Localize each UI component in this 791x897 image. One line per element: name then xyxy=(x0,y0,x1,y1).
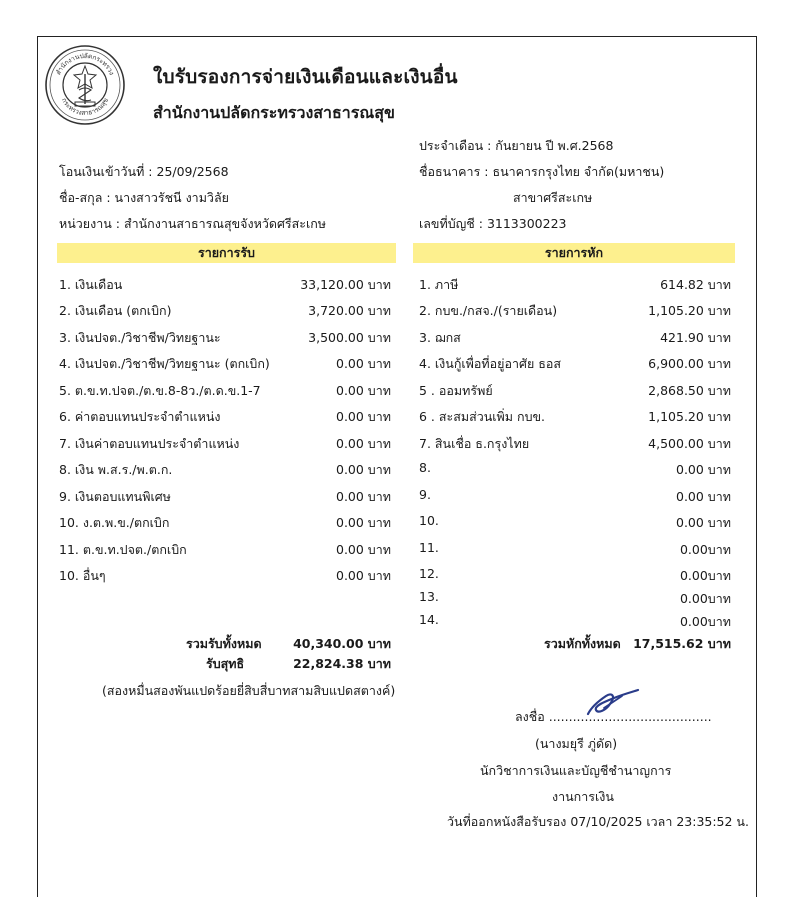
income-row xyxy=(59,301,391,323)
deduction-label: 6 . สะสมส่วนเพิ่ม กบข. xyxy=(419,409,546,424)
income-row xyxy=(59,354,391,376)
income-label: 1. เงินเดือน xyxy=(59,277,123,292)
bank-name: ชื่อธนาคาร : ธนาคารกรุงไทย จำกัด(มหาชน) xyxy=(419,164,665,179)
deduction-row xyxy=(419,381,731,403)
pay-month: ประจำเดือน : กันยายน ปี พ.ศ.2568 xyxy=(419,138,614,153)
signer-position: นักวิชาการเงินและบัญชีชำนาญการ xyxy=(480,763,672,778)
deduction-row xyxy=(419,513,731,535)
deduction-amount: 614.82 บาท xyxy=(660,277,731,292)
income-amount: 0.00 บาท xyxy=(336,489,391,504)
deduction-row xyxy=(419,540,731,562)
income-header: รายการรับ xyxy=(57,243,396,263)
income-row xyxy=(59,434,391,456)
deduction-header: รายการหัก xyxy=(413,243,735,263)
deduction-row xyxy=(419,487,731,509)
income-label: 7. เงินค่าตอบแทนประจำตำแหน่ง xyxy=(59,436,240,451)
seal-text-bottom: กระทรวงสาธารณสุข xyxy=(59,96,111,118)
deduction-label: 2. กบข./กสจ./(รายเดือน) xyxy=(419,303,558,318)
deduction-amount: 2,868.50 บาท xyxy=(648,383,731,398)
income-row xyxy=(59,487,391,509)
income-amount: 0.00 บาท xyxy=(336,515,391,530)
deduction-amount: 421.90 บาท xyxy=(660,330,731,345)
deduction-label: 9. xyxy=(419,487,431,502)
deduction-label: 10. xyxy=(419,513,439,528)
work-unit: หน่วยงาน : สำนักงานสาธารณสุขจังหวัดศรีสะเกษ xyxy=(59,216,327,231)
income-total-label: รวมรับทั้งหมด xyxy=(186,636,262,651)
deduction-label: 12. xyxy=(419,566,439,581)
net-pay-in-words: (สองหมื่นสองพันแปดร้อยยี่สิบสี่บาทสามสิบแปดสตางค์) xyxy=(102,683,396,698)
income-amount: 3,720.00 บาท xyxy=(308,303,391,318)
deduction-label: 4. เงินกู้เพื่อที่อยู่อาศัย ธอส xyxy=(419,356,562,371)
deduction-total-amount: 17,515.62 บาท xyxy=(633,636,731,651)
signature-line: ลงชื่อ ......................................... xyxy=(515,709,712,724)
net-pay-label: รับสุทธิ xyxy=(206,656,245,671)
deduction-label: 13. xyxy=(419,589,439,604)
deduction-amount: 6,900.00 บาท xyxy=(648,356,731,371)
document-title: ใบรับรองการจ่ายเงินเดือนและเงินอื่น xyxy=(153,66,458,88)
deduction-total-label: รวมหักทั้งหมด xyxy=(544,636,621,651)
income-amount: 3,500.00 บาท xyxy=(308,330,391,345)
deduction-row xyxy=(419,275,731,297)
deduction-label: 8. xyxy=(419,460,431,475)
account-number: เลขที่บัญชี : 3113300223 xyxy=(419,216,567,231)
deduction-label: 14. xyxy=(419,612,439,627)
income-label: 9. เงินตอบแทนพิเศษ xyxy=(59,489,171,504)
deduction-label: 5 . ออมทรัพย์ xyxy=(419,383,493,398)
deduction-amount: 1,105.20 บาท xyxy=(648,409,731,424)
income-amount: 33,120.00 บาท xyxy=(300,277,391,292)
income-row xyxy=(59,407,391,429)
net-pay-amount: 22,824.38 บาท xyxy=(293,656,391,671)
deduction-amount: 0.00บาท xyxy=(679,591,731,606)
deduction-amount: 0.00บาท xyxy=(679,542,731,557)
income-row xyxy=(59,460,391,482)
income-row xyxy=(59,328,391,350)
deduction-amount: 4,500.00 บาท xyxy=(648,436,731,451)
income-total-amount: 40,340.00 บาท xyxy=(293,636,391,651)
deduction-label: 1. ภาษี xyxy=(419,277,459,292)
income-amount: 0.00 บาท xyxy=(336,356,391,371)
bank-branch: สาขาศรีสะเกษ xyxy=(513,190,593,205)
income-label: 2. เงินเดือน (ตกเบิก) xyxy=(59,303,172,318)
deduction-amount: 0.00บาท xyxy=(679,614,731,629)
income-label: 10. ง.ต.พ.ข./ตกเบิก xyxy=(59,515,170,530)
income-row xyxy=(59,381,391,403)
deduction-amount: 0.00 บาท xyxy=(676,462,731,477)
income-label: 5. ต.ข.ท.ปจต./ต.ข.8-8ว./ต.ด.ข.1-7 xyxy=(59,383,261,398)
deduction-row xyxy=(419,434,731,456)
income-label: 4. เงินปจต./วิชาชีพ/วิทยฐานะ (ตกเบิก) xyxy=(59,356,270,371)
income-label: 11. ต.ข.ท.ปจต./ตกเบิก xyxy=(59,542,187,557)
deduction-row xyxy=(419,460,731,482)
deduction-label: 7. สินเชื่อ ธ.กรุงไทย xyxy=(419,436,530,451)
deduction-row xyxy=(419,589,731,611)
income-row xyxy=(59,540,391,562)
employee-name: ชื่อ-สกุล : นางสาวรัชนี งามวิลัย xyxy=(59,190,229,205)
income-label: 3. เงินปจต./วิชาชีพ/วิทยฐานะ xyxy=(59,330,221,345)
income-amount: 0.00 บาท xyxy=(336,383,391,398)
deduction-amount: 0.00 บาท xyxy=(676,489,731,504)
deduction-row xyxy=(419,354,731,376)
deduction-label: 3. ฌกส xyxy=(419,330,461,345)
issue-timestamp: วันที่ออกหนังสือรับรอง 07/10/2025 เวลา 23:35:52 น. xyxy=(447,814,749,829)
income-label: 8. เงิน พ.ส.ร./พ.ต.ก. xyxy=(59,462,173,477)
income-label: 10. อื่นๆ xyxy=(59,568,106,583)
deduction-amount: 1,105.20 บาท xyxy=(648,303,731,318)
agency-name: สำนักงานปลัดกระทรวงสาธารณสุข xyxy=(153,103,395,122)
transfer-date: โอนเงินเข้าวันที่ : 25/09/2568 xyxy=(59,164,229,179)
income-label: 6. ค่าตอบแทนประจำตำแหน่ง xyxy=(59,409,221,424)
income-row xyxy=(59,566,391,588)
income-row xyxy=(59,513,391,535)
deduction-label: 11. xyxy=(419,540,439,555)
income-amount: 0.00 บาท xyxy=(336,436,391,451)
deduction-row xyxy=(419,407,731,429)
income-amount: 0.00 บาท xyxy=(336,409,391,424)
deduction-row xyxy=(419,301,731,323)
income-amount: 0.00 บาท xyxy=(336,568,391,583)
income-row xyxy=(59,275,391,297)
ministry-seal-icon xyxy=(44,44,126,126)
deduction-amount: 0.00บาท xyxy=(679,568,731,583)
deduction-row xyxy=(419,328,731,350)
deduction-amount: 0.00 บาท xyxy=(676,515,731,530)
income-amount: 0.00 บาท xyxy=(336,462,391,477)
signer-name: (นางมยุรี ภู่ดัด) xyxy=(535,736,618,751)
seal-text-top: สำนักงานปลัดกระทรวง xyxy=(54,51,116,77)
deduction-row xyxy=(419,566,731,588)
signer-department: งานการเงิน xyxy=(552,789,614,804)
deduction-row xyxy=(419,612,731,634)
income-amount: 0.00 บาท xyxy=(336,542,391,557)
